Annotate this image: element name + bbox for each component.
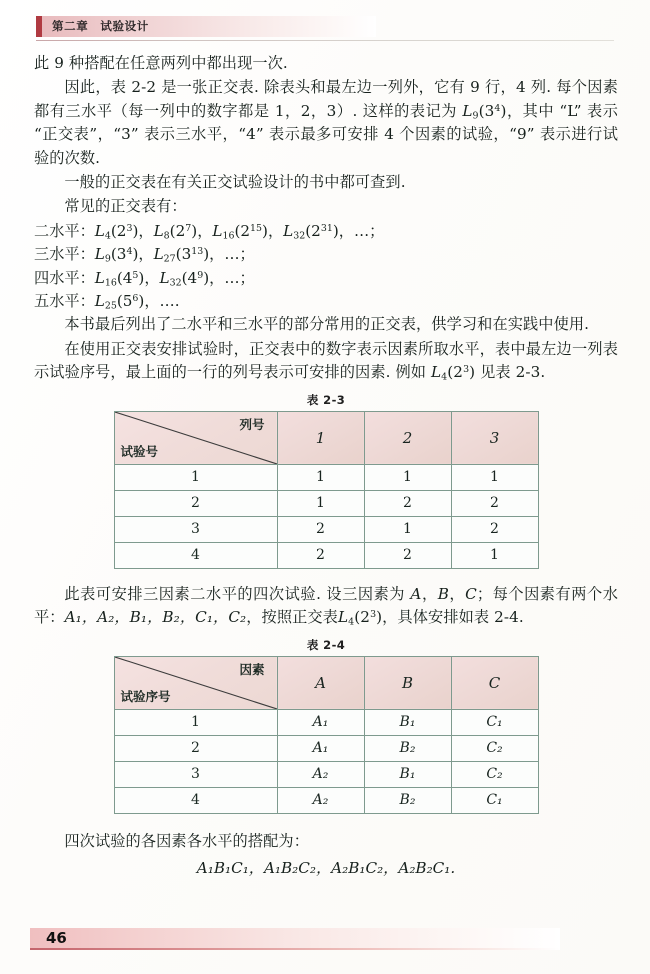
L-subscript: 27 [163,253,176,265]
L-exponent: 9 [197,269,204,281]
L-exponent: 3 [370,609,377,621]
paragraph-7-part-a: 此表可安排三因素二水平的四次试验. 设三因素为 [64,584,411,603]
list-tail: ，…. [144,292,180,311]
L-subscript: 32 [169,277,182,289]
trial-number-label: 试验号 [120,443,159,459]
cell-value: C₂ [451,735,538,761]
L-exponent: 5 [132,269,139,281]
table-2-4-col-A: A [277,656,364,709]
level-label: 三水平： [34,245,95,264]
comma: ， [197,221,213,240]
cell-value: B₁ [364,709,451,735]
cell-value: B₂ [364,735,451,761]
page-content [34,52,618,880]
L-symbol: L [212,221,223,240]
L-symbol: L [94,221,105,240]
paragraph-7-part-b: ；每个因素有两个水平： [34,584,619,627]
list-item [34,243,618,266]
L-base: (4 [181,268,198,287]
trial-sequence-label: 试验序号 [120,688,171,704]
L-base: (2 [234,221,251,240]
L-subscript: 25 [104,300,117,312]
table-2-3-wrapper [34,411,618,569]
trial-no: 4 [114,787,277,813]
running-head [36,16,614,40]
table-2-3-col-3: 3 [451,411,538,464]
trial-no: 2 [114,735,277,761]
L-close: ) [332,221,339,240]
table-2-3-caption: 表 2-3 [306,392,346,407]
cell-value: 2 [277,542,364,568]
L-symbol: L [94,245,105,264]
header-divider [36,40,614,41]
cell-value: A₁ [277,735,364,761]
table-2-4-col-C: C [451,656,538,709]
table-2-4-corner-cell [114,656,277,709]
list-tail: ，…； [338,221,385,240]
cell-value: B₂ [364,787,451,813]
L-exponent: 3 [126,222,133,234]
trial-no: 4 [114,542,277,568]
paragraph-5: 本书最后列出了二水平和三水平的部分常用的正交表，供学习和在实践中使用. [64,315,590,334]
cell-value: A₂ [277,787,364,813]
cell-value: C₁ [451,787,538,813]
cell-value: 1 [277,464,364,490]
L-close: ) [138,268,145,287]
comma: ， [144,268,160,287]
page-number: 46 [46,929,67,947]
L-base: (5 [116,292,133,311]
cell-value: B₁ [364,761,451,787]
cell-value: 2 [364,490,451,516]
L-base: (2 [110,221,127,240]
L-symbol: L [462,101,473,120]
table-2-4-head [114,656,538,709]
cell-value: 1 [364,464,451,490]
list-tail: ，…； [209,245,255,264]
L-close: ) [203,268,210,287]
L-base: (2 [305,221,321,240]
L-exponent: 4 [126,246,133,258]
paragraph-4: 常见的正交表有： [64,197,187,216]
L-close: ) [132,221,139,240]
chapter-marker [36,16,42,37]
chapter-label: 第二章 试验设计 [52,19,149,33]
L-symbol: L [153,221,164,240]
paragraph-3: 一般的正交表在有关正交试验设计的书中都可查到. [64,173,406,192]
L-exponent: 13 [191,246,204,258]
L-base: (3 [478,101,495,120]
cell-value: C₂ [451,761,538,787]
paragraph-1: 此 9 种搭配在任意两列中都出现一次. [34,54,288,72]
factor-A-symbol: A [410,584,422,603]
table-2-4-caption: 表 2-4 [306,637,346,652]
L-base: (4 [116,268,133,287]
list-item [34,267,618,290]
paragraph-2-part-a: 因此，表 2-2 是一张正交表. 除表头和最左边一列外，它有 9 行，4 列. 每个因素都有三水平（每一列中的数字都是 1，2，3）. 这样的表记为 [34,78,618,120]
paragraph-2-part-b: )，其中 “L” 表示 “正交表”，“3” 表示三水平，“4” 表示最多可安排 4 个因素的试验，“9” 表示进行试验的次数. [34,101,618,167]
paragraph-7-part-c: ，按照正交表 [246,608,338,627]
cell-value: A₂ [277,761,364,787]
cell-value: 1 [277,490,364,516]
L-exponent: 7 [185,222,192,234]
table-row [114,709,538,735]
table-2-3-corner-cell [114,411,277,464]
factor-levels: A₁，A₂，B₁，B₂，C₁，C₂ [64,608,247,627]
footer-rule [30,948,560,950]
combination-formula: A₁B₁C₁，A₁B₂C₂，A₂B₁C₂，A₂B₂C₁. [196,858,456,877]
trial-no: 1 [114,464,277,490]
factor-B-symbol: B [437,584,449,603]
L-subscript: 8 [163,230,170,242]
L-subscript: 9 [472,110,479,122]
L-base: (2 [354,608,371,627]
L-subscript: 4 [348,616,355,628]
table-row [114,464,538,490]
L-close: ) [138,292,145,311]
L-base: (3 [175,245,192,264]
L-subscript: 16 [104,277,117,289]
trial-no: 3 [114,516,277,542]
table-2-3 [114,411,539,569]
L-subscript: 4 [441,371,448,383]
paragraph-2 [34,76,618,170]
comma: ， [448,584,466,603]
table-row [114,787,538,813]
paragraph-6-part-b: ) 见表 2-3. [469,363,546,382]
table-row [114,516,538,542]
table-row [114,542,538,568]
L-close: ) [203,245,210,264]
table-2-3-body [114,464,538,568]
table-2-4-wrapper [34,656,618,814]
table-2-4-col-B: B [364,656,451,709]
level-label: 二水平： [34,221,95,240]
table-2-3-col-1: 1 [277,411,364,464]
comma: ， [138,221,154,240]
cell-value: 2 [451,516,538,542]
table-row [114,490,538,516]
L-subscript: 16 [222,230,235,242]
list-tail: ，…； [209,268,255,287]
list-item [34,290,618,313]
level-label: 四水平： [34,268,95,287]
cell-value: 2 [277,516,364,542]
L-symbol: L [153,245,164,264]
table-header-row [114,411,538,464]
page-footer [30,928,620,952]
cell-value: A₁ [277,709,364,735]
L-symbol: L [337,608,349,627]
L-subscript: 32 [293,230,306,242]
L-close: ) [132,245,139,264]
table-2-4 [114,656,539,814]
L-subscript: 4 [104,230,111,242]
table-row [114,735,538,761]
paragraph-8: 四次试验的各因素各水平的搭配为： [64,831,309,850]
L-symbol: L [94,292,105,311]
comma: ， [421,584,438,603]
table-header-row [114,656,538,709]
L-close: ) [191,221,198,240]
L-exponent: 6 [132,293,139,305]
L-symbol: L [159,268,170,287]
L-base: (2 [169,221,186,240]
factor-label: 因素 [239,661,265,677]
table-2-4-body [114,709,538,813]
paragraph-6-part-a: 在使用正交表安排试验时，正交表中的数字表示因素所取水平，表中最左边一列表示试验序号，最上面的一行的列号表示可安排的因素. 例如 [34,339,618,382]
column-number-label: 列号 [239,416,265,432]
L-subscript: 9 [104,253,111,265]
cell-value: 1 [364,516,451,542]
factor-C-symbol: C [465,584,477,603]
paragraph-7 [34,583,618,630]
cell-value: 1 [451,464,538,490]
comma: ， [267,221,284,240]
L-close: ) [262,221,268,240]
trial-no: 2 [114,490,277,516]
paragraph-6 [34,338,618,385]
L-exponent: 31 [320,222,333,234]
table-2-3-head [114,411,538,464]
L-exponent: 4 [494,102,501,114]
L-symbol: L [430,363,442,382]
L-base: (2 [447,363,464,382]
cell-value: 2 [451,490,538,516]
cell-value: 2 [364,542,451,568]
L-exponent: 15 [250,222,263,234]
level-label: 五水平： [34,292,95,311]
trial-no: 3 [114,761,277,787]
paragraph-7-part-d: )，具体安排如表 2-4. [376,608,524,627]
orthogonal-table-list [34,220,618,314]
L-symbol: L [283,221,294,240]
table-row [114,761,538,787]
list-item [34,220,618,243]
cell-value: C₁ [451,709,538,735]
footer-band [30,928,560,948]
L-exponent: 3 [463,364,470,376]
comma: ， [138,245,154,264]
L-symbol: L [94,268,105,287]
table-2-3-col-2: 2 [364,411,451,464]
cell-value: 1 [451,542,538,568]
trial-no: 1 [114,709,277,735]
L-base: (3 [110,245,127,264]
